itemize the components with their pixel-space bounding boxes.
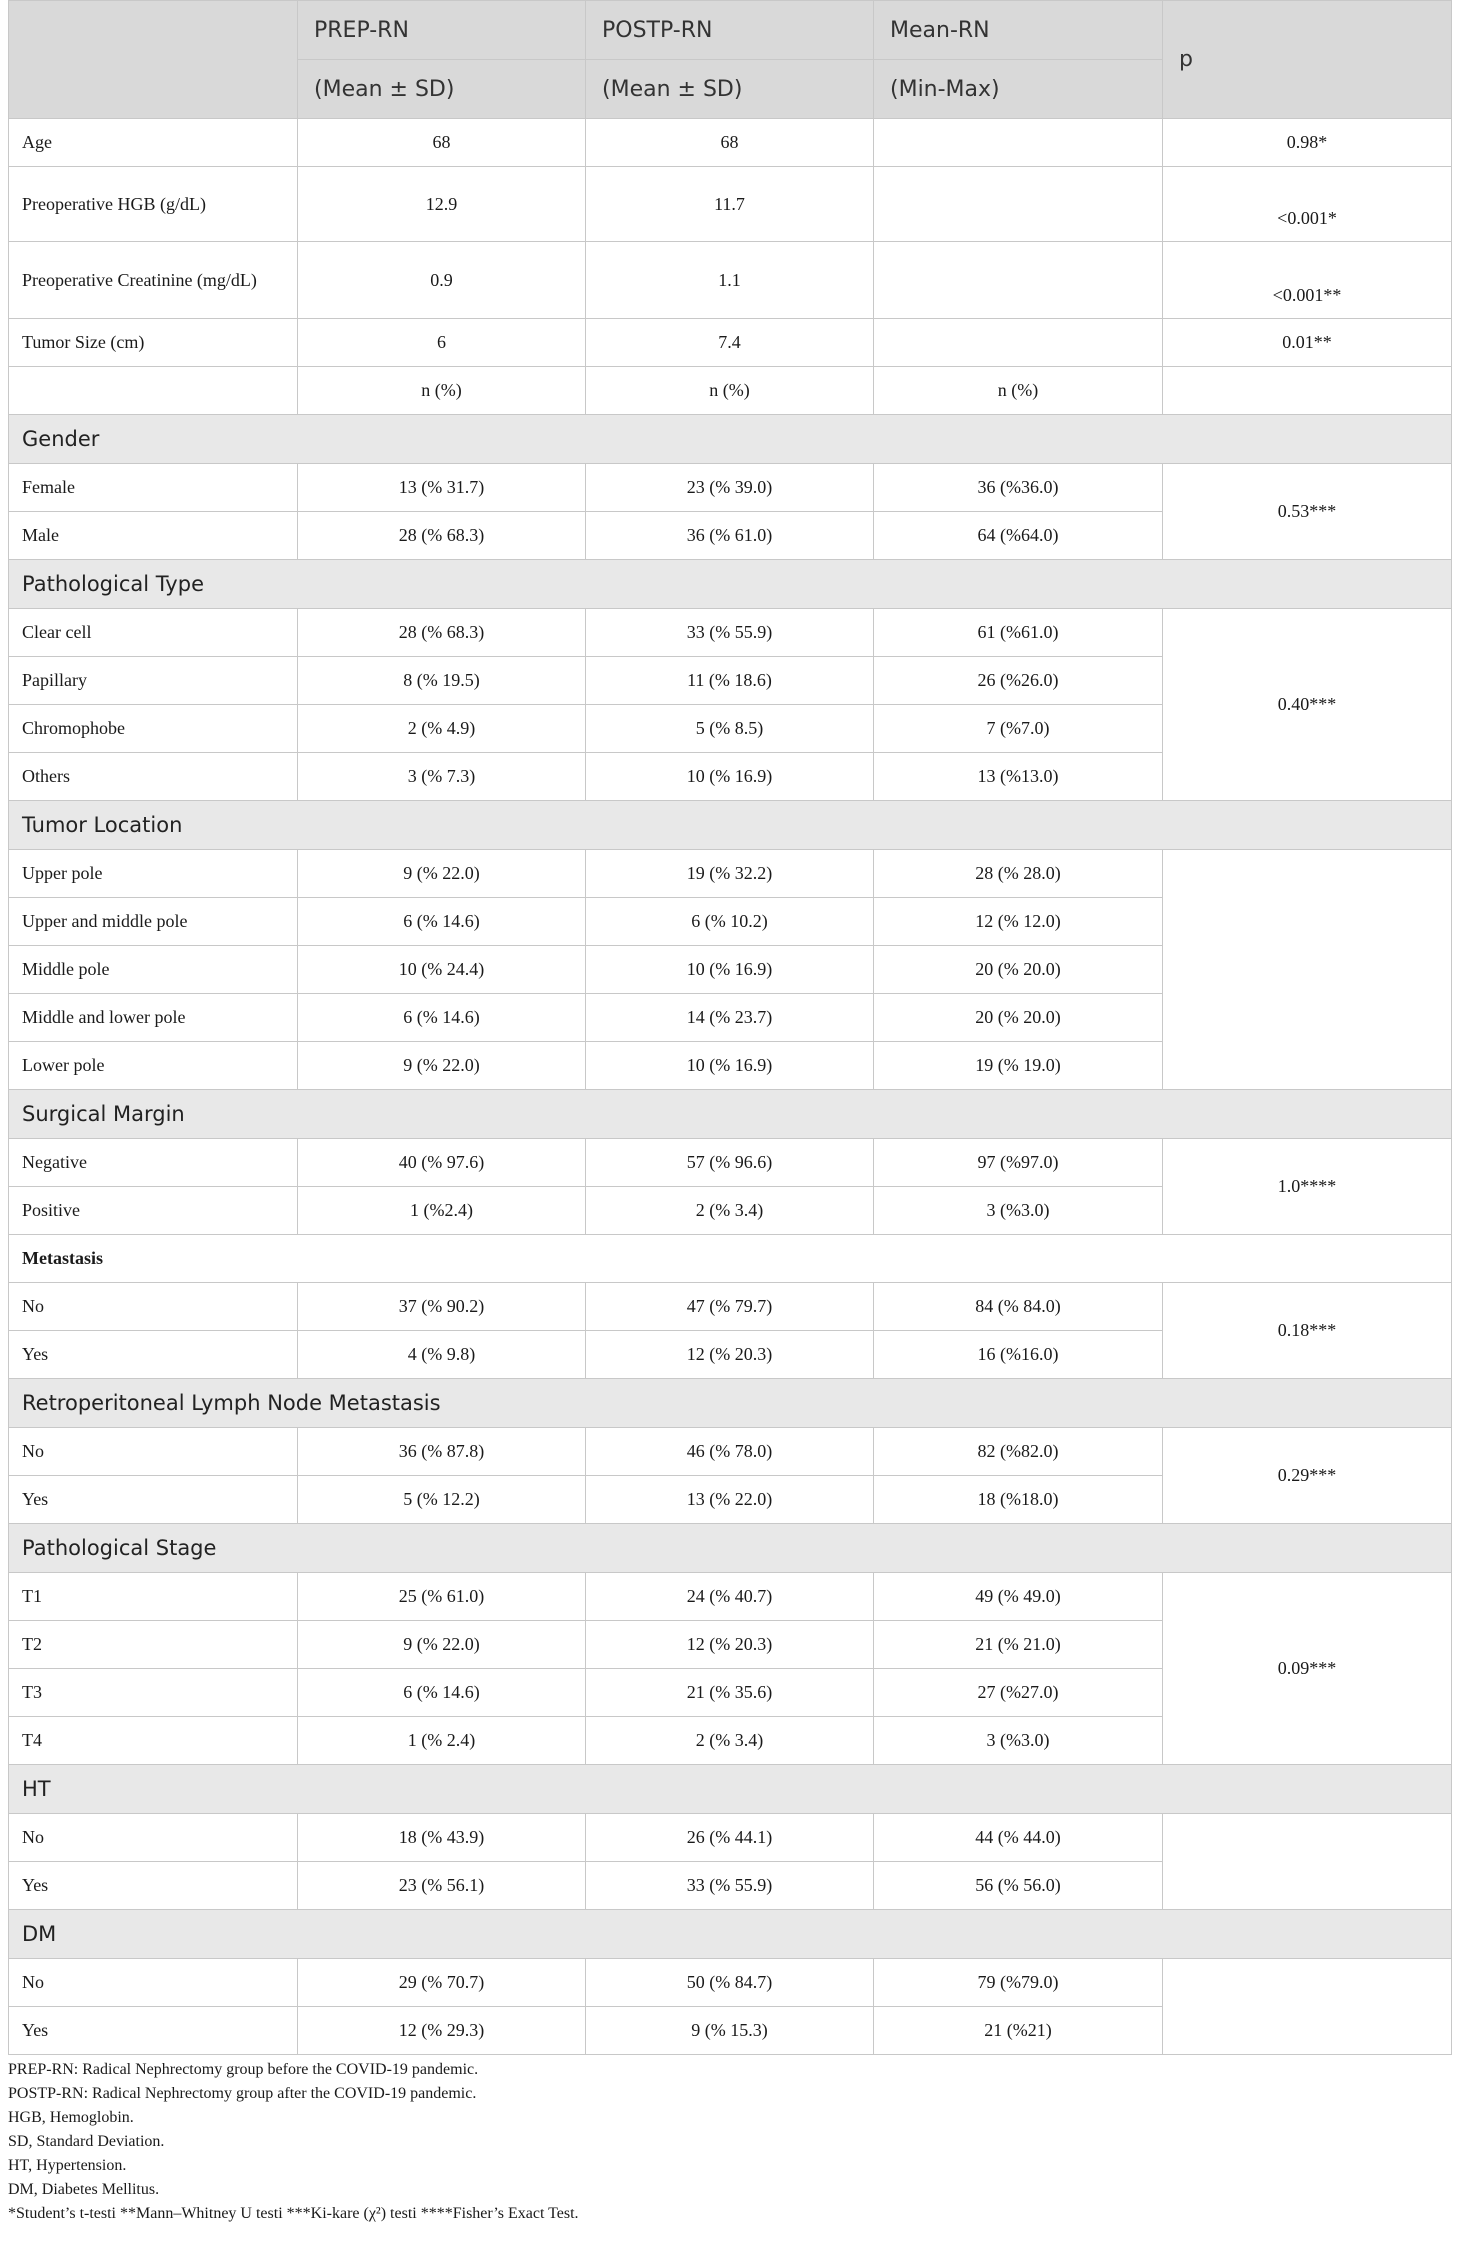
cell-mean: 12 (% 12.0)	[874, 898, 1163, 946]
row-label: No	[9, 1959, 298, 2007]
header-postp-sub: (Mean ± SD)	[586, 60, 874, 119]
cell-p: 0.40***	[1163, 609, 1452, 801]
cell-prep: 13 (% 31.7)	[298, 464, 586, 512]
cell-postp: 33 (% 55.9)	[586, 1862, 874, 1910]
row-label: T3	[9, 1669, 298, 1717]
cell-mean: 7 (%7.0)	[874, 705, 1163, 753]
cell-prep: 29 (% 70.7)	[298, 1959, 586, 2007]
section-title: Surgical Margin	[9, 1090, 1452, 1139]
cell-mean: 56 (% 56.0)	[874, 1862, 1163, 1910]
cell-mean: 44 (% 44.0)	[874, 1814, 1163, 1862]
section-header	[9, 1235, 1452, 1283]
cell-postp: 10 (% 16.9)	[586, 1042, 874, 1090]
row-label: No	[9, 1814, 298, 1862]
row-label: Lower pole	[9, 1042, 298, 1090]
cell-prep: 28 (% 68.3)	[298, 512, 586, 560]
row-label: T4	[9, 1717, 298, 1765]
cell-prep: 3 (% 7.3)	[298, 753, 586, 801]
cell-postp: 19 (% 32.2)	[586, 850, 874, 898]
cell-p: 0.09***	[1163, 1573, 1452, 1765]
table-row	[9, 1428, 1452, 1476]
table-row	[9, 609, 1452, 657]
cell-postp: 26 (% 44.1)	[586, 1814, 874, 1862]
cell-postp: 12 (% 20.3)	[586, 1331, 874, 1379]
table-row	[9, 1959, 1452, 2007]
cell-postp: 50 (% 84.7)	[586, 1959, 874, 2007]
row-label: Others	[9, 753, 298, 801]
row-label: T1	[9, 1573, 298, 1621]
cell-mean: 61 (%61.0)	[874, 609, 1163, 657]
row-label: Middle pole	[9, 946, 298, 994]
table-row	[9, 167, 1452, 242]
cell-postp: 13 (% 22.0)	[586, 1476, 874, 1524]
section-title: Pathological Type	[9, 560, 1452, 609]
cell-prep: 9 (% 22.0)	[298, 1621, 586, 1669]
cell-prep: 18 (% 43.9)	[298, 1814, 586, 1862]
cell-postp: 6 (% 10.2)	[586, 898, 874, 946]
cell-mean: 49 (% 49.0)	[874, 1573, 1163, 1621]
cell-mean: 36 (%36.0)	[874, 464, 1163, 512]
cell-mean: 97 (%97.0)	[874, 1139, 1163, 1187]
section-header	[9, 801, 1452, 850]
row-label: Yes	[9, 1331, 298, 1379]
row-label: T2	[9, 1621, 298, 1669]
cell-prep: 12.9	[298, 167, 586, 242]
count-header-prep: n (%)	[298, 367, 586, 415]
cell-prep: 4 (% 9.8)	[298, 1331, 586, 1379]
footnote-line: HT, Hypertension.	[8, 2157, 127, 2174]
footnote-line: *Student’s t-testi **Mann–Whitney U testi ***Ki-kare (χ²) testi ****Fisher’s Exact Test.	[8, 2205, 579, 2222]
cell-prep: 37 (% 90.2)	[298, 1283, 586, 1331]
row-label: Chromophobe	[9, 705, 298, 753]
cell-p: 0.18***	[1163, 1283, 1452, 1379]
header-prep: PREP-RN	[298, 1, 586, 60]
section-title: Pathological Stage	[9, 1524, 1452, 1573]
cell-prep: 1 (% 2.4)	[298, 1717, 586, 1765]
footnote-line: POSTP-RN: Radical Nephrectomy group after the COVID-19 pandemic.	[8, 2085, 477, 2102]
cell-postp: 2 (% 3.4)	[586, 1187, 874, 1235]
cell-postp: 57 (% 96.6)	[586, 1139, 874, 1187]
cell-postp: 46 (% 78.0)	[586, 1428, 874, 1476]
cell-p: <0.001**	[1163, 242, 1452, 319]
cell-prep: 8 (% 19.5)	[298, 657, 586, 705]
row-label: No	[9, 1428, 298, 1476]
row-label: Upper pole	[9, 850, 298, 898]
table-footnotes	[8, 2058, 1451, 2226]
cell-p	[1163, 367, 1452, 415]
section-header	[9, 1379, 1452, 1428]
cell-mean	[874, 242, 1163, 319]
table-body	[9, 119, 1452, 2055]
cell-prep: 6 (% 14.6)	[298, 994, 586, 1042]
footnote-line: DM, Diabetes Mellitus.	[8, 2181, 160, 2198]
cell-postp: 36 (% 61.0)	[586, 512, 874, 560]
cell-p	[1163, 1814, 1452, 1910]
cell-postp: 24 (% 40.7)	[586, 1573, 874, 1621]
cell-prep: 12 (% 29.3)	[298, 2007, 586, 2055]
cell-prep: 40 (% 97.6)	[298, 1139, 586, 1187]
cell-mean: 21 (%21)	[874, 2007, 1163, 2055]
section-title: Metastasis	[9, 1235, 1452, 1283]
row-label: Preoperative Creatinine (mg/dL)	[9, 242, 298, 319]
header-mean: Mean-RN	[874, 1, 1163, 60]
cell-mean: 84 (% 84.0)	[874, 1283, 1163, 1331]
cell-postp: 23 (% 39.0)	[586, 464, 874, 512]
count-header-postp: n (%)	[586, 367, 874, 415]
row-label: Male	[9, 512, 298, 560]
cell-mean: 28 (% 28.0)	[874, 850, 1163, 898]
row-label: Upper and middle pole	[9, 898, 298, 946]
cell-mean: 26 (%26.0)	[874, 657, 1163, 705]
footnote-line: SD, Standard Deviation.	[8, 2133, 165, 2150]
cell-prep: 6	[298, 319, 586, 367]
table-row	[9, 242, 1452, 319]
cell-postp: 33 (% 55.9)	[586, 609, 874, 657]
cell-postp: 11 (% 18.6)	[586, 657, 874, 705]
cell-postp: 21 (% 35.6)	[586, 1669, 874, 1717]
table-row	[9, 464, 1452, 512]
cell-prep: 6 (% 14.6)	[298, 898, 586, 946]
table-row	[9, 319, 1452, 367]
cell-prep: 36 (% 87.8)	[298, 1428, 586, 1476]
section-header	[9, 1765, 1452, 1814]
cell-mean: 27 (%27.0)	[874, 1669, 1163, 1717]
cell-mean	[874, 319, 1163, 367]
row-label: Female	[9, 464, 298, 512]
cell-mean: 3 (%3.0)	[874, 1187, 1163, 1235]
cell-mean: 20 (% 20.0)	[874, 994, 1163, 1042]
cell-mean: 13 (%13.0)	[874, 753, 1163, 801]
cell-mean	[874, 167, 1163, 242]
results-table	[8, 0, 1452, 2055]
cell-p: 0.01**	[1163, 319, 1452, 367]
cell-postp: 9 (% 15.3)	[586, 2007, 874, 2055]
section-title: Gender	[9, 415, 1452, 464]
cell-postp: 11.7	[586, 167, 874, 242]
cell-mean: 18 (%18.0)	[874, 1476, 1163, 1524]
section-title: Retroperitoneal Lymph Node Metastasis	[9, 1379, 1452, 1428]
cell-mean: 21 (% 21.0)	[874, 1621, 1163, 1669]
cell-postp: 47 (% 79.7)	[586, 1283, 874, 1331]
section-header	[9, 1524, 1452, 1573]
count-header-row	[9, 367, 1452, 415]
cell-postp: 10 (% 16.9)	[586, 946, 874, 994]
count-header-mean: n (%)	[874, 367, 1163, 415]
row-label: Negative	[9, 1139, 298, 1187]
cell-mean: 82 (%82.0)	[874, 1428, 1163, 1476]
row-label: Yes	[9, 1476, 298, 1524]
cell-p: 0.53***	[1163, 464, 1452, 560]
cell-p: 0.29***	[1163, 1428, 1452, 1524]
cell-postp: 2 (% 3.4)	[586, 1717, 874, 1765]
cell-prep: 68	[298, 119, 586, 167]
row-label: Age	[9, 119, 298, 167]
cell-prep: 10 (% 24.4)	[298, 946, 586, 994]
cell-postp: 14 (% 23.7)	[586, 994, 874, 1042]
row-label: Positive	[9, 1187, 298, 1235]
cell-prep: 28 (% 68.3)	[298, 609, 586, 657]
cell-prep: 6 (% 14.6)	[298, 1669, 586, 1717]
table-header	[9, 1, 1452, 119]
cell-mean: 3 (%3.0)	[874, 1717, 1163, 1765]
table-row	[9, 119, 1452, 167]
table-row	[9, 1283, 1452, 1331]
header-p: p	[1163, 1, 1452, 119]
table-row	[9, 1814, 1452, 1862]
cell-prep: 9 (% 22.0)	[298, 1042, 586, 1090]
cell-p: 0.98*	[1163, 119, 1452, 167]
section-title: DM	[9, 1910, 1452, 1959]
cell-postp: 68	[586, 119, 874, 167]
footnote-line: PREP-RN: Radical Nephrectomy group before the COVID-19 pandemic.	[8, 2061, 479, 2078]
table-row	[9, 850, 1452, 898]
cell-prep: 1 (%2.4)	[298, 1187, 586, 1235]
cell-prep: 23 (% 56.1)	[298, 1862, 586, 1910]
row-label: Preoperative HGB (g/dL)	[9, 167, 298, 242]
cell-postp: 7.4	[586, 319, 874, 367]
cell-p: <0.001*	[1163, 167, 1452, 242]
cell-prep: 25 (% 61.0)	[298, 1573, 586, 1621]
cell-mean: 64 (%64.0)	[874, 512, 1163, 560]
results-table-container	[8, 0, 1451, 2055]
table-row	[9, 1139, 1452, 1187]
section-header	[9, 560, 1452, 609]
cell-p	[1163, 1959, 1452, 2055]
row-label: Yes	[9, 1862, 298, 1910]
section-title: Tumor Location	[9, 801, 1452, 850]
cell-mean	[874, 119, 1163, 167]
header-prep-sub: (Mean ± SD)	[298, 60, 586, 119]
row-label: Papillary	[9, 657, 298, 705]
cell-p	[1163, 850, 1452, 1090]
cell-p: 1.0****	[1163, 1139, 1452, 1235]
section-header	[9, 415, 1452, 464]
section-header	[9, 1090, 1452, 1139]
cell-prep: 9 (% 22.0)	[298, 850, 586, 898]
header-mean-sub: (Min-Max)	[874, 60, 1163, 119]
row-label: Yes	[9, 2007, 298, 2055]
row-label: No	[9, 1283, 298, 1331]
cell-mean: 79 (%79.0)	[874, 1959, 1163, 2007]
header-postp: POSTP-RN	[586, 1, 874, 60]
cell-postp: 12 (% 20.3)	[586, 1621, 874, 1669]
row-label: Middle and lower pole	[9, 994, 298, 1042]
section-title: HT	[9, 1765, 1452, 1814]
cell-mean: 19 (% 19.0)	[874, 1042, 1163, 1090]
cell-postp: 1.1	[586, 242, 874, 319]
cell-mean: 20 (% 20.0)	[874, 946, 1163, 994]
row-label: Tumor Size (cm)	[9, 319, 298, 367]
footnote-line: HGB, Hemoglobin.	[8, 2109, 134, 2126]
cell-prep: 5 (% 12.2)	[298, 1476, 586, 1524]
cell-prep: 0.9	[298, 242, 586, 319]
cell-prep: 2 (% 4.9)	[298, 705, 586, 753]
row-label	[9, 367, 298, 415]
cell-postp: 10 (% 16.9)	[586, 753, 874, 801]
cell-postp: 5 (% 8.5)	[586, 705, 874, 753]
cell-mean: 16 (%16.0)	[874, 1331, 1163, 1379]
header-blank	[9, 1, 298, 119]
row-label: Clear cell	[9, 609, 298, 657]
section-header	[9, 1910, 1452, 1959]
table-row	[9, 1573, 1452, 1621]
